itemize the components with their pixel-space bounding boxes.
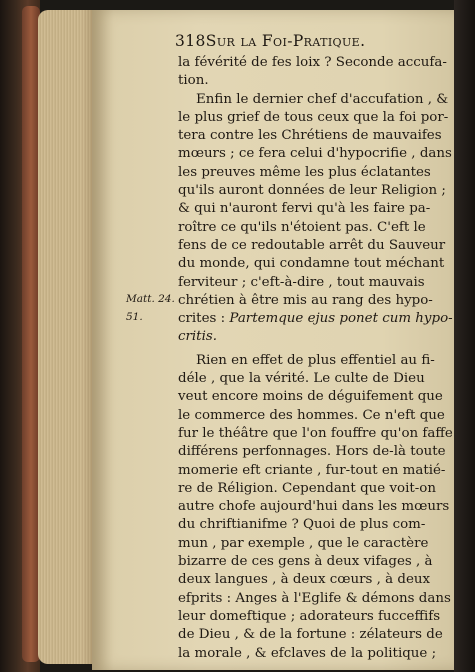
text-line: efprits : Anges à l'Eglife & démons dans	[178, 590, 451, 606]
text-line: fens de ce redoutable arrêt du Sauveur	[178, 237, 446, 253]
text-line: re de Réligion. Cependant que voit-on	[178, 480, 436, 496]
page-header	[175, 32, 425, 54]
text-line: les preuves même les plus éclatantes	[178, 164, 431, 180]
text-line: de Dieu , & de la fortune : zélateurs de	[178, 627, 443, 643]
page-edges	[38, 10, 100, 664]
text-line: critis.	[178, 329, 217, 345]
text-line: autre chofe aujourd'hui dans les mœurs	[178, 499, 450, 515]
running-title: Sur la Foi-Pratique.	[205, 32, 366, 50]
text-line: le plus grief de tous ceux que la foi por-	[178, 109, 449, 125]
text-line: Enfin le dernier chef d'accufation , &	[196, 91, 449, 107]
text-line: ferviteur ; c'eft-à-dire , tout mauvais	[178, 274, 425, 290]
page-number: 318	[175, 32, 206, 50]
margin-note-line: Matt. 24.	[126, 293, 175, 305]
text-line: tion.	[178, 73, 209, 89]
text-line: tera contre les Chrétiens de mauvaifes	[178, 128, 442, 144]
text-line: & qui n'auront fervi qu'à les faire pa-	[178, 201, 431, 217]
text-line: Rien en effet de plus effentiel au fi-	[196, 352, 435, 368]
text-line: mœurs ; ce fera celui d'hypocrifie , dans	[178, 146, 452, 162]
text-line: la morale , & efclaves de la politique ;	[178, 645, 437, 661]
text-line	[178, 310, 453, 328]
text-line: qu'ils auront données de leur Religion ;	[178, 183, 446, 199]
text-line: mun , par exemple , que le caractère	[178, 535, 429, 551]
text-line: le commerce des hommes. Ce n'eft que	[178, 407, 445, 423]
text-line: chrétien à être mis au rang des hypo-	[178, 292, 433, 308]
text-line: déle , que la vérité. Le culte de Dieu	[178, 371, 425, 387]
marginal-reference	[126, 292, 176, 329]
text-line: du monde, qui condamne tout méchant	[178, 256, 445, 272]
body-text	[178, 54, 453, 663]
latin-quotation: Partemque ejus ponet cum hypo-	[229, 311, 453, 327]
margin-note-line: 51.	[126, 311, 143, 324]
text-segment: crites :	[178, 311, 226, 327]
right-border	[454, 0, 475, 672]
text-line: veut encore moins de déguifement que	[178, 389, 443, 405]
text-line: du chriftianifme ? Quoi de plus com-	[178, 517, 426, 533]
text-line: momerie eft criante , fur-tout en matié-	[178, 462, 446, 478]
text-line: leur domeftique ; adorateurs fucceffifs	[178, 608, 441, 624]
text-line: roître ce qu'ils n'étoient pas. C'eft le	[178, 219, 426, 235]
text-line: la févérité de fes loix ? Seconde accufa-	[178, 55, 447, 70]
text-line: différens perfonnages. Hors de-là toute	[178, 444, 446, 460]
text-line: bizarre de ces gens à deux vifages , à	[178, 554, 433, 570]
text-line: fur le théâtre que l'on fouffre qu'on faffe	[178, 425, 453, 441]
text-line: deux langues , à deux cœurs , à deux	[178, 572, 431, 588]
